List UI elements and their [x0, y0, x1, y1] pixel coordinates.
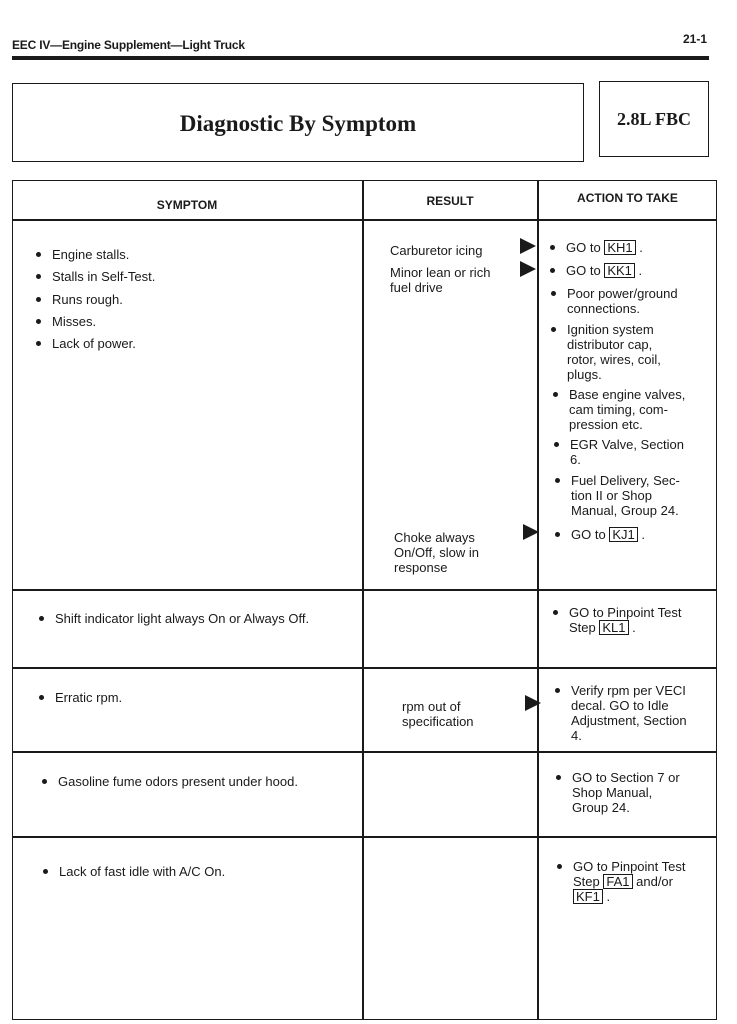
document-header: EEC IV—Engine Supplement—Light Truck	[12, 38, 245, 52]
column-header-result: RESULT	[426, 194, 474, 208]
symptom-item: Lack of fast idle with A/C On.	[43, 864, 225, 879]
symptom-item: Engine stalls.	[36, 247, 129, 262]
step-code: KH1	[604, 240, 635, 255]
symptom-item: Lack of power.	[36, 336, 136, 351]
row-divider-1	[12, 589, 717, 591]
step-code: FA1	[603, 874, 632, 889]
symptom-item: Shift indicator light always On or Always Off.	[39, 611, 309, 626]
action-item: Ignition system distributor cap, rotor, wires, coil, plugs.	[551, 322, 661, 382]
column-divider-1	[362, 180, 364, 1020]
pointer-arrow-icon	[520, 238, 536, 254]
action-item: Base engine valves, cam timing, com- pression etc.	[553, 387, 685, 432]
step-code: KL1	[599, 620, 628, 635]
result-text: rpm out of specification	[402, 699, 474, 729]
column-divider-2	[537, 180, 539, 1020]
result-text: Carburetor icing	[390, 243, 483, 258]
step-code: KK1	[604, 263, 635, 278]
pointer-arrow-icon	[523, 524, 539, 540]
engine-box	[599, 81, 709, 157]
action-item: EGR Valve, Section 6.	[554, 437, 684, 467]
action-item: GO to Pinpoint Test Step KL1 .	[553, 605, 682, 635]
symptom-item: Gasoline fume odors present under hood.	[42, 774, 298, 789]
symptom-item: Erratic rpm.	[39, 690, 122, 705]
action-item: Poor power/ground connections.	[551, 286, 678, 316]
action-item: GO to Pinpoint Test Step FA1 and/or KF1 .	[557, 859, 686, 904]
header-divider	[12, 219, 717, 221]
step-code: KJ1	[609, 527, 637, 542]
action-item: GO to KH1 .	[550, 240, 643, 255]
result-text: Choke always On/Off, slow in response	[394, 530, 480, 575]
column-header-symptom: SYMPTOM	[156, 198, 218, 212]
symptom-item: Stalls in Self-Test.	[36, 269, 155, 284]
column-header-action: ACTION TO TAKE	[577, 191, 678, 205]
result-text: Minor lean or rich fuel drive	[390, 265, 491, 295]
header-rule	[12, 56, 709, 60]
page-number: 21-1	[683, 32, 708, 46]
action-item: Verify rpm per VECI decal. GO to Idle Adjustment, Section 4.	[555, 683, 687, 743]
symptom-item: Runs rough.	[36, 292, 123, 307]
page-title: Diagnostic By Symptom	[179, 110, 417, 136]
symptom-item: Misses.	[36, 314, 96, 329]
engine-label: 2.8L FBC	[616, 108, 691, 129]
action-item: GO to KJ1 .	[555, 527, 645, 542]
title-box	[12, 83, 584, 162]
pointer-arrow-icon	[520, 261, 536, 277]
step-code: KF1	[573, 889, 603, 904]
row-divider-2	[12, 667, 717, 669]
action-item: GO to Section 7 or Shop Manual, Group 24.	[556, 770, 680, 815]
pointer-arrow-icon	[525, 695, 541, 711]
row-divider-4	[12, 836, 717, 838]
row-divider-3	[12, 751, 717, 753]
action-item: Fuel Delivery, Sec- tion II or Shop Manual, Group 24.	[555, 473, 680, 518]
action-item: GO to KK1 .	[550, 263, 642, 278]
